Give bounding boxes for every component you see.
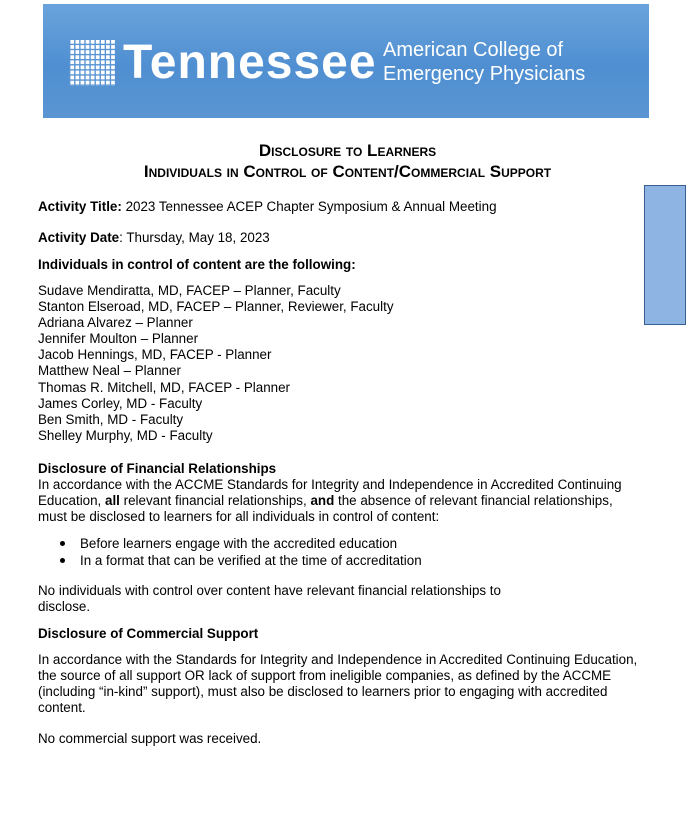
activity-date bbox=[38, 230, 270, 246]
commercial-heading: Disclosure of Commercial Support bbox=[38, 626, 259, 641]
individuals-list bbox=[38, 283, 394, 444]
financial-none-line1: No individuals with control over content have relevant financial relationships to bbox=[38, 583, 501, 598]
activity-title-value: 2023 Tennessee ACEP Chapter Symposium & Annual Meeting bbox=[121, 199, 497, 214]
individuals-heading: Individuals in control of content are the following: bbox=[38, 257, 356, 272]
text-span: Education, bbox=[38, 493, 105, 508]
bullet-item: Before learners engage with the accredited education bbox=[58, 535, 422, 552]
text-span: relevant financial relationships, bbox=[119, 493, 311, 508]
bullet-item: In a format that can be verified at the time of accreditation bbox=[58, 552, 422, 569]
commercial-para-line1: In accordance with the Standards for Integrity and Independence in Accredited Continuing Education, bbox=[38, 652, 638, 667]
text-span: the absence of relevant financial relationships, bbox=[334, 493, 613, 508]
list-item: Jennifer Moulton – Planner bbox=[38, 331, 199, 347]
financial-none-line2: disclose. bbox=[38, 599, 91, 614]
text-span-bold: all bbox=[105, 493, 120, 508]
commercial-none: No commercial support was received. bbox=[38, 731, 262, 746]
header-banner bbox=[43, 4, 649, 118]
list-item: Stanton Elseroad, MD, FACEP – Planner, Reviewer, Faculty bbox=[38, 299, 394, 315]
list-item: Thomas R. Mitchell, MD, FACEP - Planner bbox=[38, 379, 291, 395]
financial-bullet-list bbox=[58, 535, 422, 569]
list-item: James Corley, MD - Faculty bbox=[38, 395, 203, 411]
activity-date-label: Activity Date bbox=[38, 230, 120, 245]
list-item: Jacob Hennings, MD, FACEP - Planner bbox=[38, 347, 272, 363]
banner-state-name: Tennessee bbox=[123, 36, 377, 89]
document-title-line2: Individuals in Control of Content/Commercial Support bbox=[143, 162, 552, 181]
banner-org-name bbox=[383, 38, 585, 86]
list-item: Adriana Alvarez – Planner bbox=[38, 315, 193, 331]
financial-para-line3: must be disclosed to learners for all individuals in control of content: bbox=[38, 509, 440, 524]
list-item: Matthew Neal – Planner bbox=[38, 363, 181, 379]
document-title-line1: Disclosure to Learners bbox=[258, 141, 437, 160]
commercial-para-line3: (including “in-kind” support), must also be disclosed to learners prior to engaging with accredited bbox=[38, 684, 608, 699]
activity-date-value: : Thursday, May 18, 2023 bbox=[119, 230, 270, 245]
banner-org-line1: American College of bbox=[383, 39, 564, 61]
side-decoration-box bbox=[644, 185, 686, 325]
grid-logo-icon bbox=[69, 40, 115, 86]
list-item: Ben Smith, MD - Faculty bbox=[38, 411, 184, 427]
list-item: Shelley Murphy, MD - Faculty bbox=[38, 427, 213, 443]
activity-title bbox=[38, 199, 497, 215]
list-item: Sudave Mendiratta, MD, FACEP – Planner, Faculty bbox=[38, 283, 341, 298]
text-span-bold: and bbox=[310, 493, 335, 508]
commercial-para-line2: the source of all support OR lack of support from ineligible companies, as defined by the ACCME bbox=[38, 668, 612, 683]
activity-title-label: Activity Title: bbox=[38, 199, 122, 214]
financial-para-line2 bbox=[38, 493, 613, 509]
banner-org-line2: Emergency Physicians bbox=[383, 63, 586, 85]
commercial-para-line4: content. bbox=[38, 700, 86, 715]
financial-para-line1: In accordance with the ACCME Standards for Integrity and Independence in Accredited Continuing bbox=[38, 477, 622, 492]
financial-heading: Disclosure of Financial Relationships bbox=[38, 461, 277, 476]
